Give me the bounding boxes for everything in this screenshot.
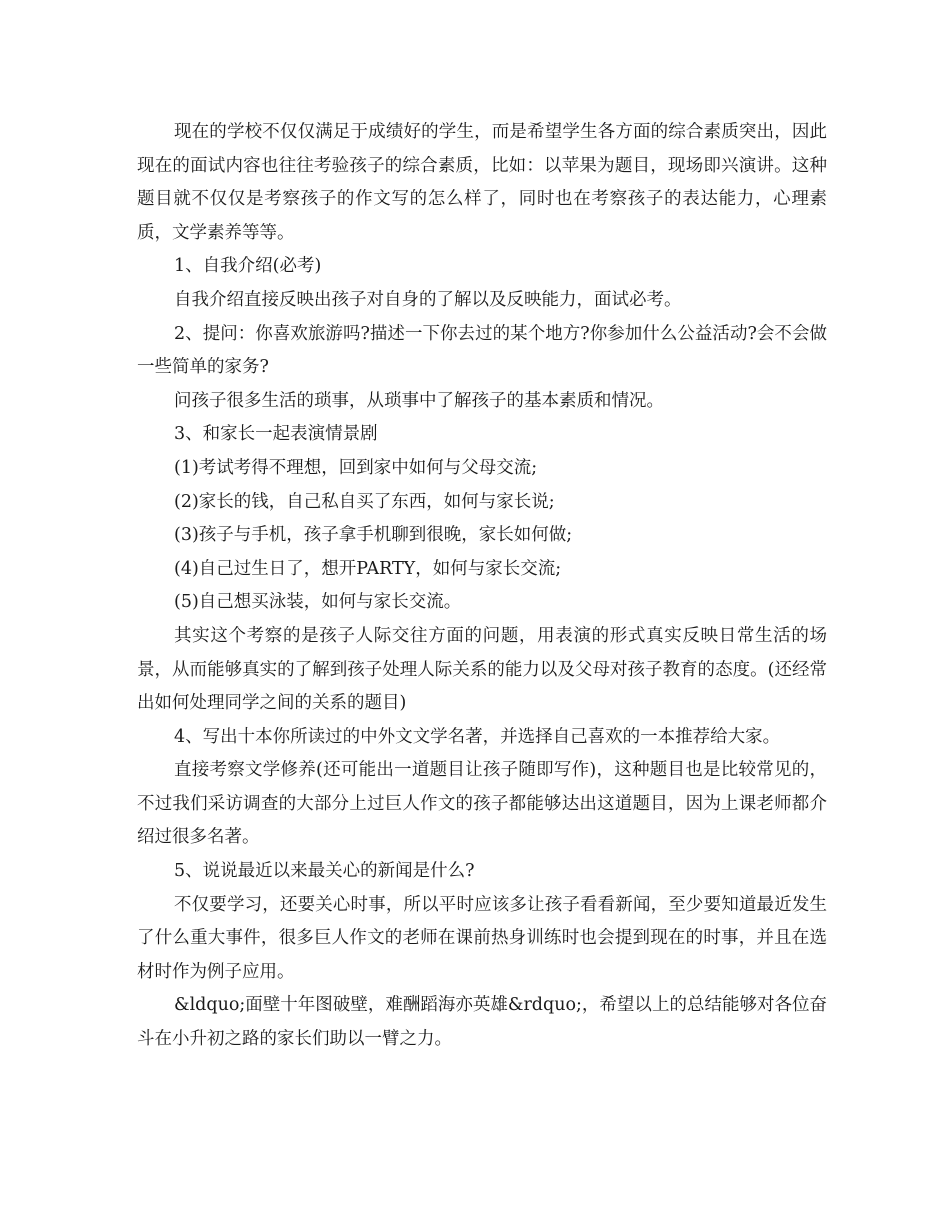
paragraph-news-desc: 不仅要学习，还要关心时事，所以平时应该多让孩子看看新闻，至少要知道最近发生了什么重大事件，很多巨人作文的老师在课前热身训练时也会提到现在的时事，并且在选材时作为例子应用。 bbox=[137, 894, 827, 982]
paragraph-role-play-item-1: (1)考试考得不理想，回到家中如何与父母交流; bbox=[174, 457, 538, 478]
paragraph-heading-news: 5、说说最近以来最关心的新闻是什么? bbox=[174, 861, 475, 882]
paragraph-intro: 现在的学校不仅仅满足于成绩好的学生，而是希望学生各方面的综合素质突出，因此现在的面试内容也往往考验孩子的综合素质，比如：以苹果为题目，现场即兴演讲。这种题目就不仅仅是考察孩子的作文写的怎么样了，同时也在考察孩子的表达能力，心理素质，文学素养等等。 bbox=[137, 122, 827, 243]
paragraph-role-play-item-3: (3)孩子与手机，孩子拿手机聊到很晚，家长如何做; bbox=[174, 525, 573, 546]
paragraph-role-play-item-5: (5)自己想买泳装，如何与家长交流。 bbox=[174, 592, 462, 613]
paragraph-questions-desc: 问孩子很多生活的琐事，从琐事中了解孩子的基本素质和情况。 bbox=[174, 390, 664, 411]
paragraph-heading-literature: 4、写出十本你所读过的中外文文学名著，并选择自己喜欢的一本推荐给大家。 bbox=[174, 726, 781, 747]
paragraph-closing: &ldquo;面壁十年图破壁，难酬蹈海亦英雄&rdquo;，希望以上的总结能够对各位奋斗在小升初之路的家长们助以一臂之力。 bbox=[137, 995, 827, 1050]
paragraph-heading-role-play: 3、和家长一起表演情景剧 bbox=[174, 424, 378, 445]
paragraph-literature-desc: 直接考察文学修养(还可能出一道题目让孩子随即写作)，这种题目也是比较常见的，不过我们采访调查的大部分上过巨人作文的孩子都能够达出这道题目，因为上课老师都介绍过很多名著。 bbox=[137, 760, 827, 848]
paragraph-role-play-item-2: (2)家长的钱，自己私自买了东西，如何与家长说; bbox=[174, 491, 555, 512]
paragraph-heading-self-intro: 1、自我介绍(必考) bbox=[174, 256, 322, 277]
paragraph-heading-questions: 2、提问：你喜欢旅游吗?描述一下你去过的某个地方?你参加什么公益活动?会不会做一些简单的家务? bbox=[137, 323, 827, 378]
paragraph-self-intro-desc: 自我介绍直接反映出孩子对自身的了解以及反映能力，面试必考。 bbox=[174, 289, 682, 310]
paragraph-role-play-desc: 其实这个考察的是孩子人际交往方面的问题，用表演的形式真实反映日常生活的场景，从而能够真实的了解到孩子处理人际关系的能力以及父母对孩子教育的态度。(还经常出如何处理同学之间的关系的题目) bbox=[137, 625, 827, 714]
document-body bbox=[137, 116, 827, 1057]
paragraph-role-play-item-4: (4)自己过生日了，想开PARTY，如何与家长交流; bbox=[174, 558, 562, 579]
